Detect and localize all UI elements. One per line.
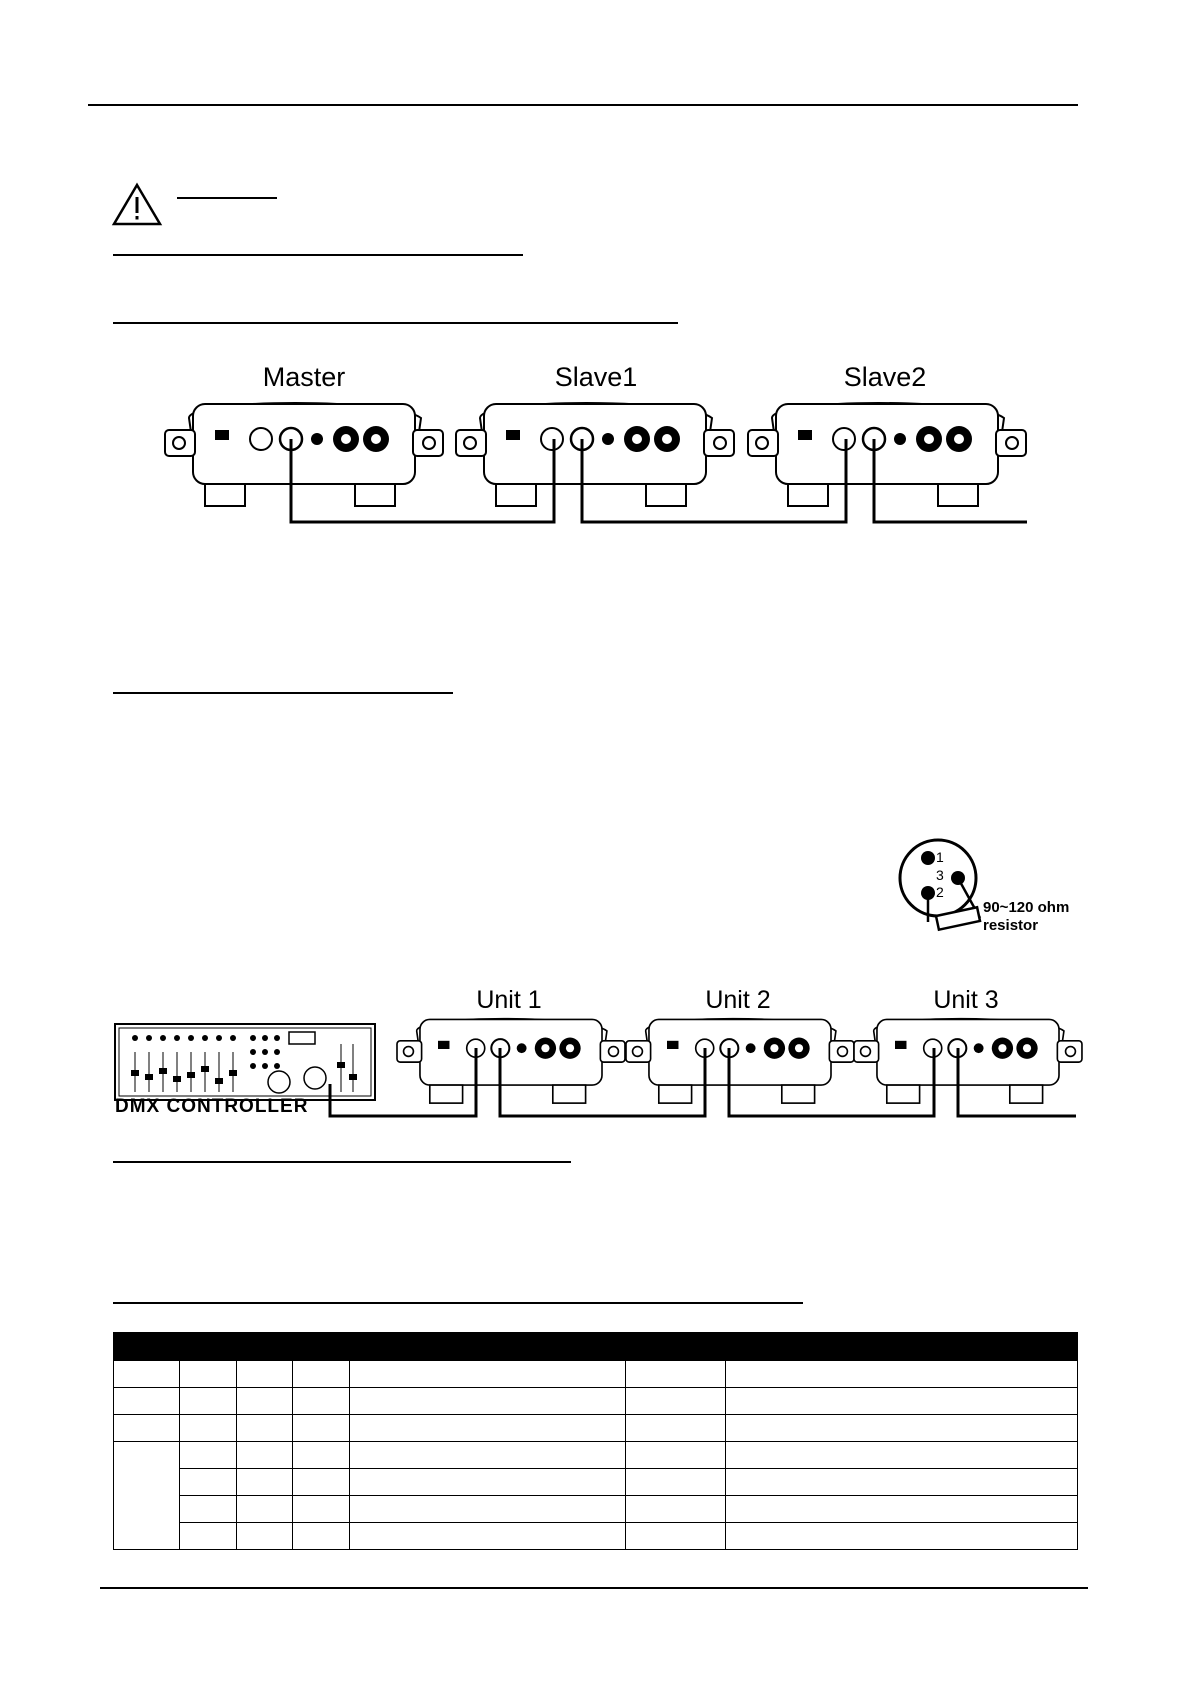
- section-heading-underline-1: [113, 254, 523, 256]
- table-row: [114, 1469, 1078, 1496]
- terminator-pin2-label: 2: [936, 884, 944, 900]
- warning-triangle-icon: [112, 182, 162, 226]
- dmx-controller-label: DMX CONTROLLER: [115, 1096, 309, 1117]
- table-header-row: [114, 1333, 1078, 1361]
- table-row: [114, 1523, 1078, 1550]
- footer-rule: [100, 1587, 1088, 1589]
- table-row: [114, 1415, 1078, 1442]
- table-row: [114, 1496, 1078, 1523]
- master-fixture: [165, 403, 443, 506]
- channel-table: [113, 1332, 1078, 1550]
- slave1-label: Slave1: [554, 362, 638, 392]
- unit3-label: Unit 3: [933, 986, 999, 1014]
- table-row: [114, 1442, 1078, 1469]
- terminator-resistor-label-1: 90~120 ohm: [983, 899, 1070, 916]
- terminator-pin1-label: 1: [936, 849, 944, 865]
- section-heading-underline-5: [113, 1302, 803, 1304]
- unit1-label: Unit 1: [476, 986, 542, 1014]
- unit1-fixture: [397, 1019, 625, 1103]
- table-row: [114, 1388, 1078, 1415]
- unit3-fixture: [854, 1019, 1082, 1103]
- slave2-label: Slave2: [843, 362, 927, 392]
- master-slave-diagram: [0, 390, 1030, 530]
- unit2-fixture: [626, 1019, 854, 1103]
- header-rule: [88, 104, 1078, 106]
- slave2-fixture: [748, 403, 1026, 506]
- terminator-pin3-label: 3: [936, 867, 944, 883]
- table-row: [114, 1361, 1078, 1388]
- section-heading-underline-2: [113, 322, 678, 324]
- section-heading-underline-3: [113, 692, 453, 694]
- slave1-fixture: [456, 403, 734, 506]
- dmx-chain-diagram: [0, 1008, 1078, 1138]
- warning-heading-underline: [177, 197, 277, 199]
- terminator-resistor-label-2: resistor: [983, 917, 1039, 934]
- master-label: Master: [262, 362, 346, 392]
- section-heading-underline-4: [113, 1161, 571, 1163]
- unit2-label: Unit 2: [705, 986, 771, 1014]
